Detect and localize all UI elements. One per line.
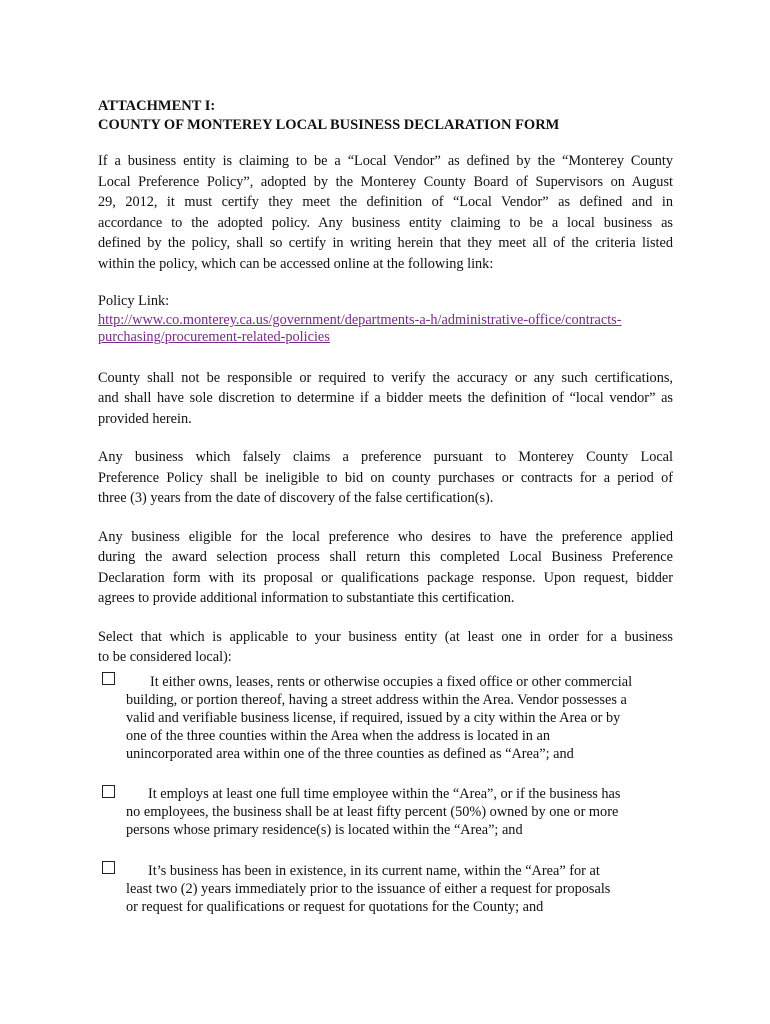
responsibility-line: County shall not be responsible or required to verify the accuracy or any such certifications, bbox=[98, 370, 673, 386]
option-owns-office-checkbox[interactable] bbox=[102, 672, 115, 685]
option-existence-checkbox[interactable] bbox=[102, 861, 115, 874]
option-text-line: no employees, the business shall be at least fifty percent (50%) owned by one or more bbox=[126, 804, 619, 820]
eligible-line: agrees to provide additional information to substantiate this certification. bbox=[98, 590, 515, 606]
policy-link-url[interactable]: http://www.co.monterey.ca.us/government/departments-a-h/administrative-office/contracts- bbox=[98, 312, 622, 328]
eligible-line: Any business eligible for the local preference who desires to have the preference applied bbox=[98, 529, 673, 545]
option-text-line: one of the three counties within the Area when the address is located in an bbox=[126, 728, 551, 744]
intro-line: If a business entity is claiming to be a “Local Vendor” as defined by the “Monterey County bbox=[98, 153, 673, 169]
option-text-line: or request for qualifications or request for quotations for the County; and bbox=[126, 899, 544, 915]
attachment-label: ATTACHMENT I: bbox=[98, 98, 216, 114]
eligible-line: Declaration form with its proposal or qualifications package response. Upon request, bidder bbox=[98, 570, 673, 586]
option-text-line: least two (2) years immediately prior to the issuance of either a request for proposals bbox=[126, 881, 611, 897]
intro-line: accordance to the adopted policy. Any business entity claiming to be a local business as bbox=[98, 215, 673, 231]
eligible-line: during the award selection process shall return this completed Local Business Preference bbox=[98, 549, 673, 565]
false-claim-line: three (3) years from the date of discovery of the false certification(s). bbox=[98, 490, 494, 506]
select-instruction-line: to be considered local): bbox=[98, 649, 232, 665]
policy-link-label: Policy Link: bbox=[98, 293, 170, 309]
option-text-line: unincorporated area within one of the three counties as defined as “Area”; and bbox=[126, 746, 574, 762]
option-text-line: It’s business has been in existence, in its current name, within the “Area” for at bbox=[148, 863, 600, 879]
responsibility-line: provided herein. bbox=[98, 411, 192, 427]
option-text-line: valid and verifiable business license, if required, issued by a city within the Area or by bbox=[126, 710, 621, 726]
intro-line: within the policy, which can be accessed online at the following link: bbox=[98, 256, 494, 272]
option-employee-checkbox[interactable] bbox=[102, 785, 115, 798]
intro-line: 29, 2012, it must certify they meet the definition of “Local Vendor” as defined and in bbox=[98, 194, 673, 210]
responsibility-line: and shall have sole discretion to determine if a bidder meets the definition of “local vendor” as bbox=[98, 390, 673, 406]
option-text-line: It employs at least one full time employee within the “Area”, or if the business has bbox=[148, 786, 621, 802]
form-title: COUNTY OF MONTEREY LOCAL BUSINESS DECLARATION FORM bbox=[98, 117, 560, 133]
intro-line: Local Preference Policy”, adopted by the Monterey County Board of Supervisors on August bbox=[98, 174, 673, 190]
false-claim-line: Preference Policy shall be ineligible to bid on county purchases or contracts for a period of bbox=[98, 470, 673, 486]
intro-line: defined by the policy, shall so certify in writing herein that they meet all of the criteria listed bbox=[98, 235, 673, 251]
policy-link-url[interactable]: purchasing/procurement-related-policies bbox=[98, 329, 330, 345]
select-instruction-line: Select that which is applicable to your business entity (at least one in order for a business bbox=[98, 629, 673, 645]
option-text-line: building, or portion thereof, having a street address within the Area. Vendor possesses a bbox=[126, 692, 627, 708]
option-text-line: It either owns, leases, rents or otherwise occupies a fixed office or other commercial bbox=[150, 674, 633, 690]
option-text-line: persons whose primary residence(s) is located within the “Area”; and bbox=[126, 822, 523, 838]
false-claim-line: Any business which falsely claims a preference pursuant to Monterey County Local bbox=[98, 449, 673, 465]
